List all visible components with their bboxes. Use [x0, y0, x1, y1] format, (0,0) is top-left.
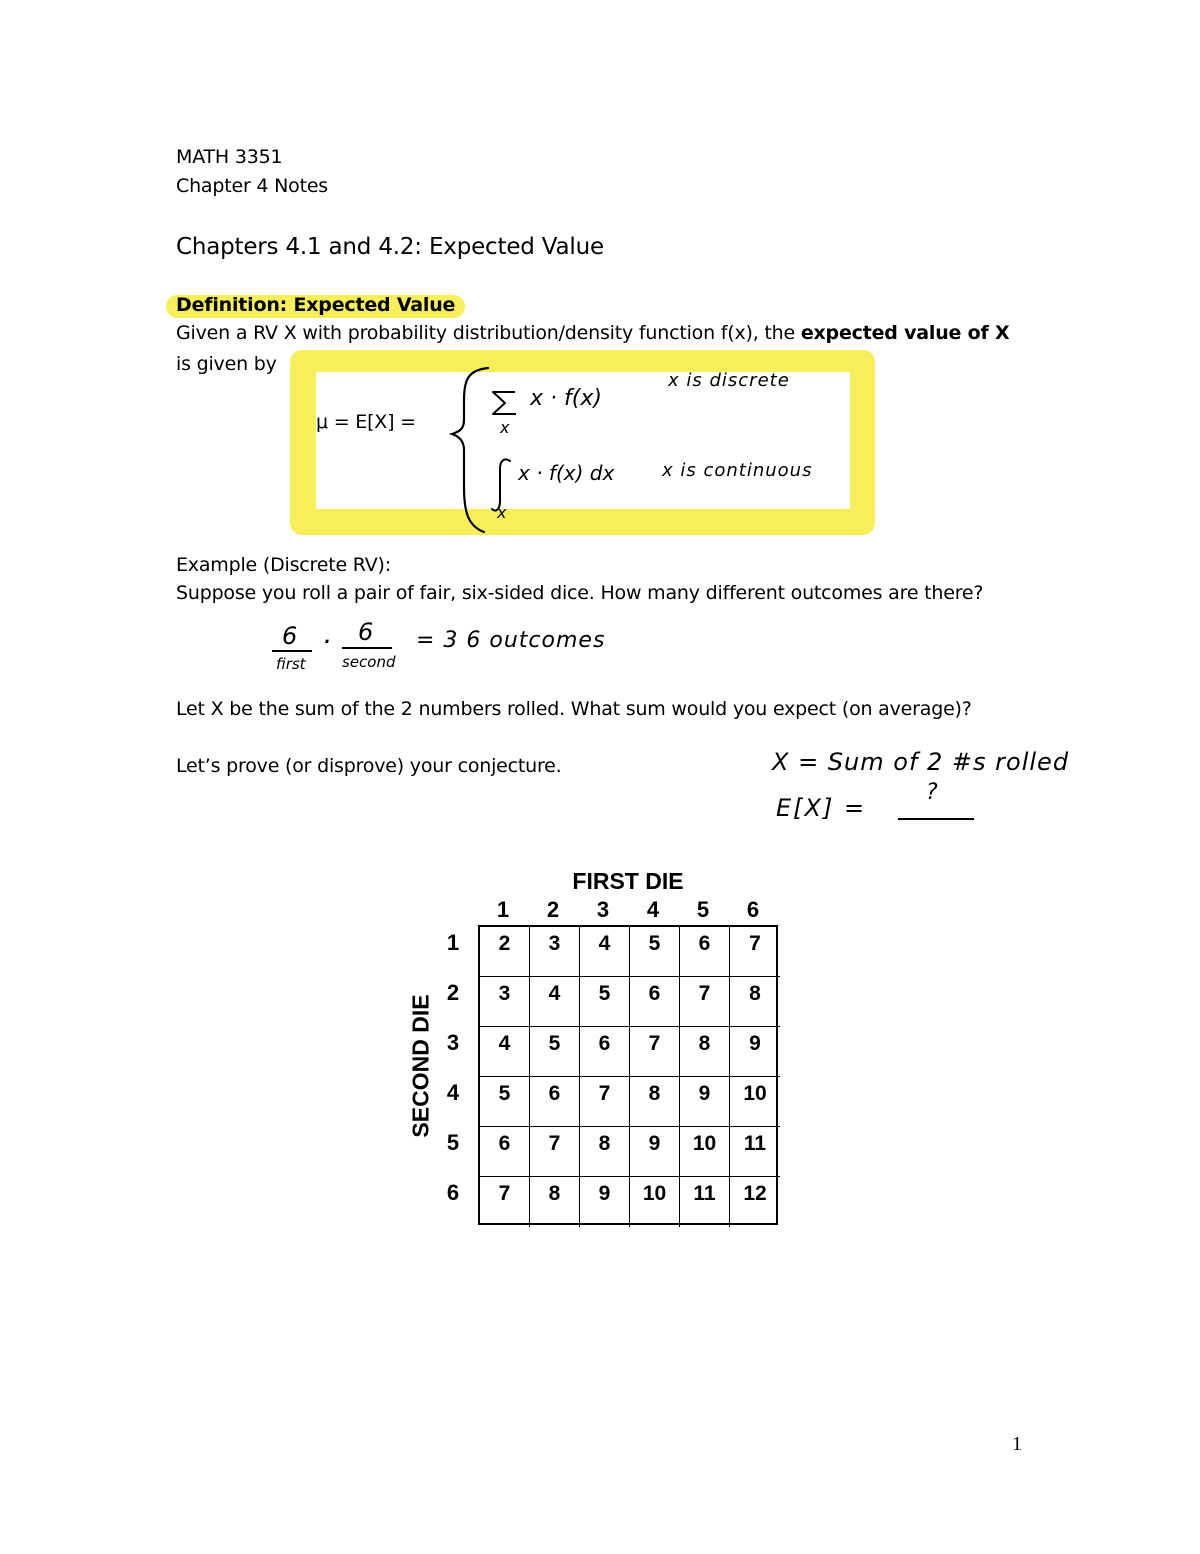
second-die-label: SECOND DIE	[407, 994, 434, 1138]
sum-subscript: x	[500, 418, 510, 437]
table-cell: 7	[680, 977, 730, 1027]
table-cell: 7	[480, 1177, 530, 1227]
table-cell: 12	[743, 1182, 767, 1205]
row-head-6: 6	[446, 1180, 460, 1205]
table-cell: 5	[480, 1077, 530, 1127]
answer-blank	[898, 818, 974, 820]
definition-term: expected value of X	[800, 322, 1010, 344]
table-cell: 6	[530, 1077, 580, 1127]
row-head-3: 3	[446, 1030, 460, 1055]
definition-text: Given a RV X with probability distribution/density function f(x), the	[176, 322, 801, 344]
expected-value-note: E[X] =	[776, 794, 867, 822]
table-cell: 6	[680, 927, 730, 977]
first-die-label: FIRST DIE	[572, 868, 684, 894]
table-cell: 4	[480, 1027, 530, 1077]
first-count: 6	[282, 622, 298, 650]
outcomes-result: = 3 6 outcomes	[416, 628, 606, 653]
question-mark: ?	[926, 780, 938, 805]
table-cell: 5	[630, 927, 680, 977]
sigma-icon	[490, 388, 520, 418]
table-cell: 7	[630, 1027, 680, 1077]
integral-subscript: x	[497, 503, 507, 522]
table-cell: 9	[580, 1177, 630, 1227]
page-number: 1	[1012, 1433, 1022, 1455]
row-head-4: 4	[446, 1080, 460, 1105]
table-cell: 3	[480, 977, 530, 1027]
first-underline	[272, 650, 312, 652]
table-cell: 11	[730, 1127, 780, 1177]
section-title: Chapters 4.1 and 4.2: Expected Value	[176, 234, 604, 260]
table-cell: 10	[730, 1077, 780, 1127]
table-cell: 9	[730, 1027, 780, 1077]
table-cell: 4	[530, 977, 580, 1027]
col-head-1: 1	[496, 897, 510, 922]
table-cell: 6	[580, 1027, 630, 1077]
table-cell: 11	[680, 1177, 730, 1227]
chapter-subtitle: Chapter 4 Notes	[176, 175, 329, 197]
second-underline	[342, 647, 392, 649]
course-title: MATH 3351	[176, 146, 283, 168]
table-cell: 8	[580, 1127, 630, 1177]
col-head-4: 4	[646, 897, 660, 922]
table-cell: 8	[530, 1177, 580, 1227]
continuous-condition: x is continuous	[662, 460, 813, 481]
x-definition-note: X = Sum of 2 #s rolled	[772, 748, 1070, 776]
table-cell: 9	[630, 1127, 680, 1177]
table-cell: 3	[530, 927, 580, 977]
col-head-3: 3	[596, 897, 610, 922]
row-head-5: 5	[446, 1130, 460, 1155]
table-cell: 5	[530, 1027, 580, 1077]
table-cell: 7	[580, 1077, 630, 1127]
dice-sum-table	[478, 925, 778, 1225]
discrete-condition: x is discrete	[668, 370, 790, 391]
table-cell: 8	[680, 1027, 730, 1077]
sum-question: Let X be the sum of the 2 numbers rolled. What sum would you expect (on average)?	[176, 698, 972, 720]
example-question: Suppose you roll a pair of fair, six-sided dice. How many different outcomes are there?	[176, 582, 984, 604]
definition-line-2: is given by	[176, 353, 277, 375]
table-cell: 7	[530, 1127, 580, 1177]
second-label: second	[342, 653, 396, 671]
integral-term: x · f(x) dx	[518, 461, 615, 485]
conjecture-prompt: Let’s prove (or disprove) your conjecture.	[176, 755, 562, 777]
example-title: Example (Discrete RV):	[176, 554, 391, 576]
first-label: first	[276, 655, 306, 673]
multiply-dot: ·	[322, 625, 331, 658]
col-head-2: 2	[546, 897, 560, 922]
table-cell: 4	[580, 927, 630, 977]
table-cell: 10	[680, 1127, 730, 1177]
table-cell: 10	[630, 1177, 680, 1227]
definition-line-1	[176, 324, 1009, 343]
formula-label: μ = E[X] =	[316, 411, 416, 433]
table-cell: 8	[730, 977, 780, 1027]
row-head-1: 1	[446, 930, 460, 955]
table-cell: 2	[480, 927, 530, 977]
second-count: 6	[358, 618, 374, 646]
row-head-2: 2	[446, 980, 460, 1005]
table-cell: 6	[480, 1127, 530, 1177]
sum-term: x · f(x)	[530, 386, 602, 411]
table-cell: 8	[630, 1077, 680, 1127]
table-cell: 6	[630, 977, 680, 1027]
col-head-6: 6	[746, 897, 760, 922]
col-head-5: 5	[696, 897, 710, 922]
table-cell: 5	[580, 977, 630, 1027]
table-cell: 9	[680, 1077, 730, 1127]
table-cell: 7	[730, 927, 780, 977]
definition-title: Definition: Expected Value	[166, 295, 465, 318]
